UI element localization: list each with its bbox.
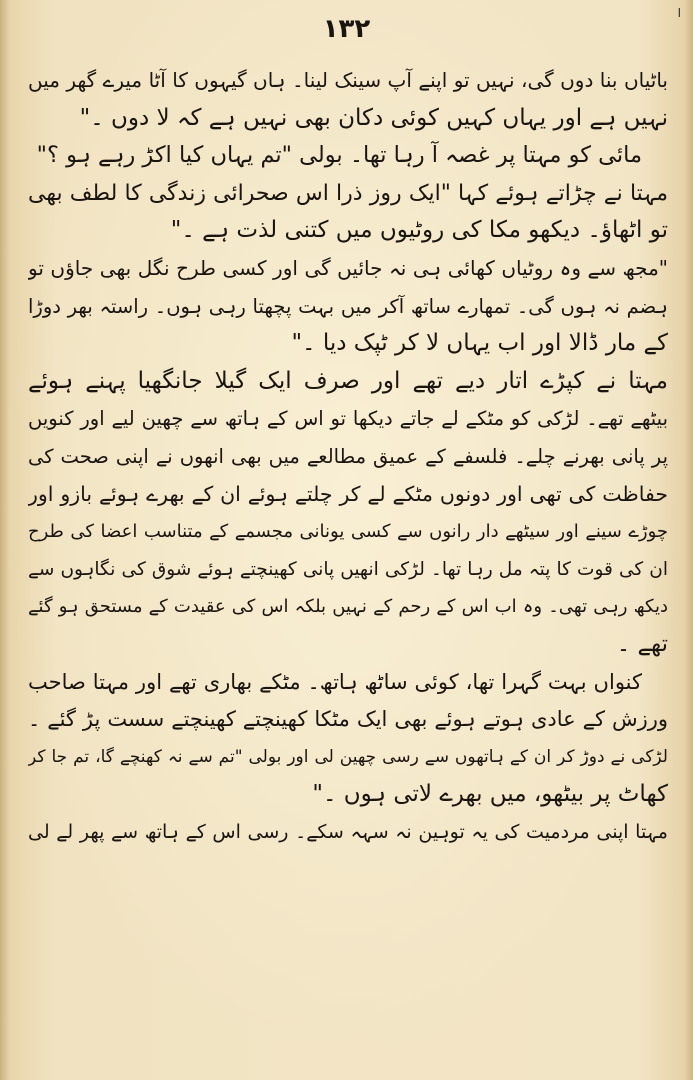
text-line: کے مار ڈالا اور اب یہاں لا کر ٹپک دیا ۔" [291,330,668,357]
text-line: حفاظت کی تھی اور دونوں مٹکے لے کر چلتے ہوئے ان کے بھرے ہوئے بازو اور [28,481,668,506]
page-number: ۱۳۲ [322,14,371,44]
text-line: مہتا نے کپڑے اتار دیے تھے اور صرف ایک گیلا جانگھیا پہنے ہوئے [28,367,668,394]
text-line: "مجھ سے وہ روٹیاں کھائی ہی نہ جائیں گی اور کسی طرح نگل بھی جاؤں تو [28,255,668,280]
text-line: ورزش کے عادی ہوتے ہوئے بھی ایک مٹکا کھینچتے کھینچتے سست پڑ گئے ۔ [28,707,668,732]
text-line: ان کی قوت کا پتہ مل رہا تھا۔ لڑکی انھیں پانی کھینچتے ہوئے شوق کی نگاہوں سے [28,558,668,580]
text-line: مہتا نے چڑاتے ہوئے کہا "ایک روز ذرا اس صحرائی زندگی کا لطف بھی [28,180,668,206]
text-line: مائی کو مہتا پر غصہ آ رہا تھا۔ بولی "تم یہاں کیا اکڑ رہے ہو ؟" [36,142,642,169]
text-line: باٹیاں بنا دوں گی، نہیں تو اپنے آپ سینک لینا۔ ہاں گیہوں کا آٹا میرے گھر میں [28,68,668,92]
text-line: بیٹھے تھے۔ لڑکی کو مٹکے لے جاتے دیکھا تو اس کے ہاتھ سے چھین لیے اور کنویں [28,407,668,431]
corner-mark: ا [677,6,681,20]
text-line: تھے ۔ [616,630,668,657]
text-line: لڑکی نے دوڑ کر ان کے ہاتھوں سے رسی چھین لی اور بولی "تم سے نہ کھنچے گا، تم جا کر [28,746,668,767]
body-text [28,62,668,851]
text-line: ہضم نہ ہوں گی۔ تمھارے ساتھ آکر میں بہت پچھتا رہی ہوں۔ راستہ بھر دوڑا [28,294,668,318]
text-line: دیکھ رہی تھی۔ وہ اب اس کے رحم کے نہیں بلکہ اس کی عقیدت کے مستحق ہو گئے [28,596,668,618]
page-edge-shadow-right [685,0,693,1080]
text-line: کھاٹ پر بیٹھو، میں بھرے لاتی ہوں ۔" [312,781,668,808]
text-line: مہتا اپنی مردمیت کی یہ توہین نہ سہہ سکے۔ رسی اس کے ہاتھ سے پھر لے لی [28,820,668,843]
text-line: کنواں بہت گہرا تھا، کوئی ساٹھ ہاتھ۔ مٹکے بھاری تھے اور مہتا صاحب [28,669,642,694]
text-line: نہیں ہے اور یہاں کہیں کوئی دکان بھی نہیں ہے کہ لا دوں ۔" [79,104,668,131]
text-line: پر پانی بھرنے چلے۔ فلسفے کے عمیق مطالعے میں بھی انھوں نے اپنی صحت کی [28,444,668,468]
page-edge-shadow-left [0,0,10,1080]
text-line: چوڑے سینے اور سیٹھے دار رانوں سے کسی یونانی مجسمے کے متناسب اعضا کی طرح [28,521,668,543]
text-line: تو اٹھاؤ۔ دیکھو مکا کی روٹیوں میں کتنی لذت ہے ۔" [170,217,668,244]
